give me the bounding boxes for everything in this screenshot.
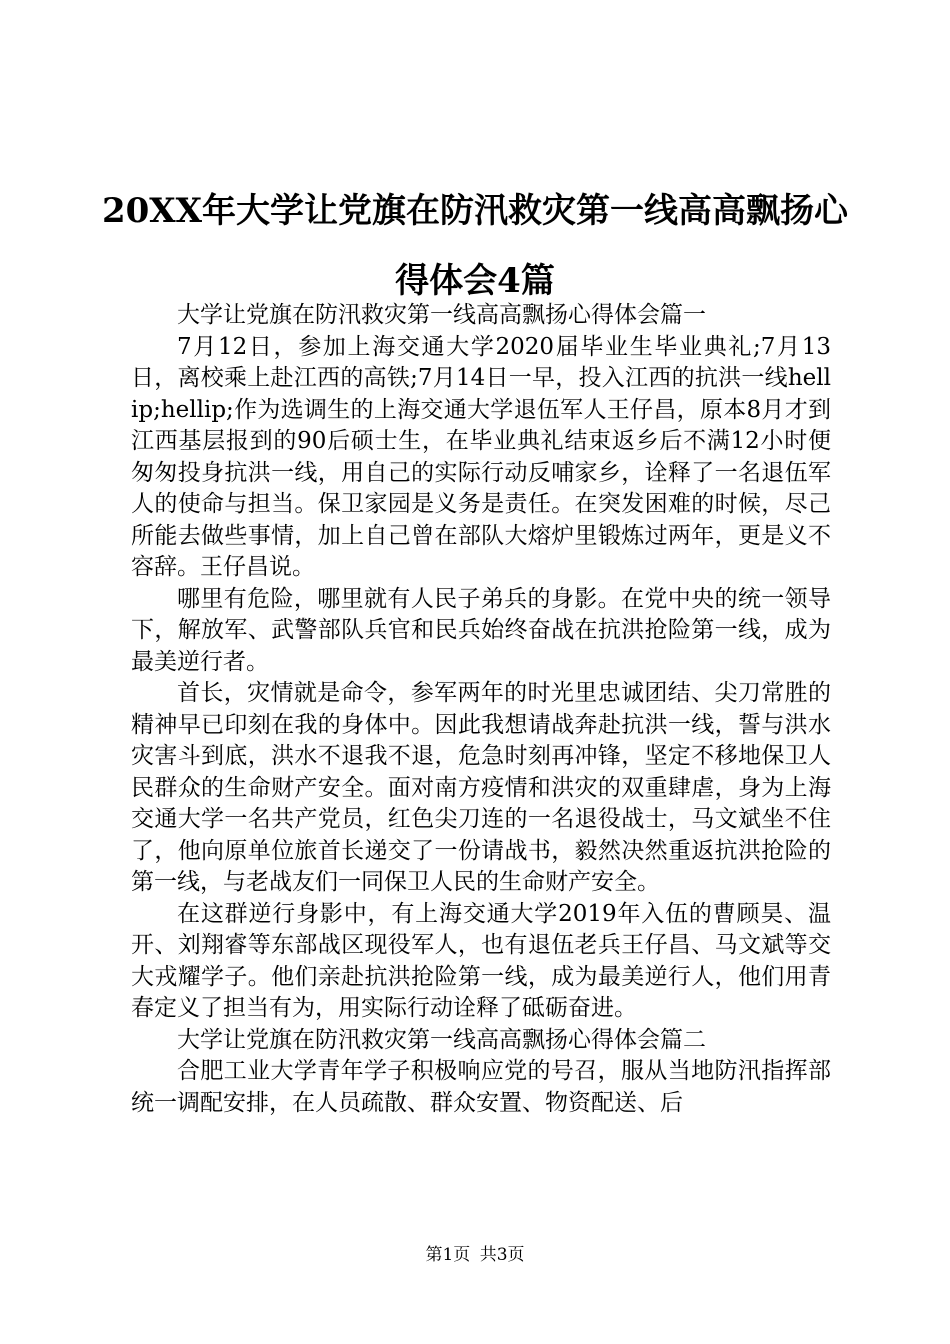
document-body: [131, 300, 831, 1119]
section-heading-2: 大学让党旗在防汛救灾第一线高高飘扬心得体会篇二: [177, 1026, 706, 1053]
document-title: 20XX年大学让党旗在防汛救灾第一线高高飘扬心得体会4篇: [101, 191, 849, 301]
section-heading-1: 大学让党旗在防汛救灾第一线高高飘扬心得体会篇一: [177, 302, 706, 328]
body-paragraph: 合肥工业大学青年学子积极响应党的号召，服从当地防汛指挥部统一调配安排，在人员疏散、群众安置、物资配送、后: [131, 1058, 831, 1116]
body-paragraph: 7月12日，参加上海交通大学2020届毕业生毕业典礼;7月13日，离校乘上赴江西的高铁;7月14日一早，投入江西的抗洪一线hellip;hellip;作为选调生的上海交通大学退伍军人王仔昌，原本8月才到江西基层报到的90后硕士生，在毕业典礼结束返乡后不满12小时便匆匆投身抗洪一线，用自己的实际行动反哺家乡，诠释了一名退伍军人的使命与担当。保卫家园是义务是责任。在突发困难的时候，尽己所能去做些事情，加上自己曾在部队大熔炉里锻炼过两年，更是义不容辞。王仔昌说。: [131, 333, 831, 580]
body-paragraph: 哪里有危险，哪里就有人民子弟兵的身影。在党中央的统一领导下，解放军、武警部队兵官和民兵始终奋战在抗洪抢险第一线，成为最美逆行者。: [131, 585, 831, 675]
page-total: 共3页: [479, 1245, 525, 1265]
page-number: 第1页: [425, 1245, 471, 1265]
body-paragraph: 首长，灾情就是命令，参军两年的时光里忠诚团结、尖刀常胜的精神早已印刻在我的身体中。因此我想请战奔赴抗洪一线，誓与洪水灾害斗到底，洪水不退我不退，危急时刻再冲锋，坚定不移地保卫人民群众的生命财产安全。面对南方疫情和洪灾的双重肆虐，身为上海交通大学一名共产党员，红色尖刀连的一名退役战士，马文斌坐不住了，他向原单位旅首长递交了一份请战书，毅然决然重返抗洪抢险的第一线，与老战友们一同保卫人民的生命财产安全。: [131, 680, 831, 895]
body-paragraph: 在这群逆行身影中，有上海交通大学2019年入伍的曹顾昊、温开、刘翔睿等东部战区现役军人，也有退伍老兵王仔昌、马文斌等交大戎耀学子。他们亲赴抗洪抢险第一线，成为最美逆行人，他们用青春定义了担当有为，用实际行动诠释了砥砺奋进。: [131, 900, 831, 1021]
page-footer: [0, 1244, 950, 1266]
